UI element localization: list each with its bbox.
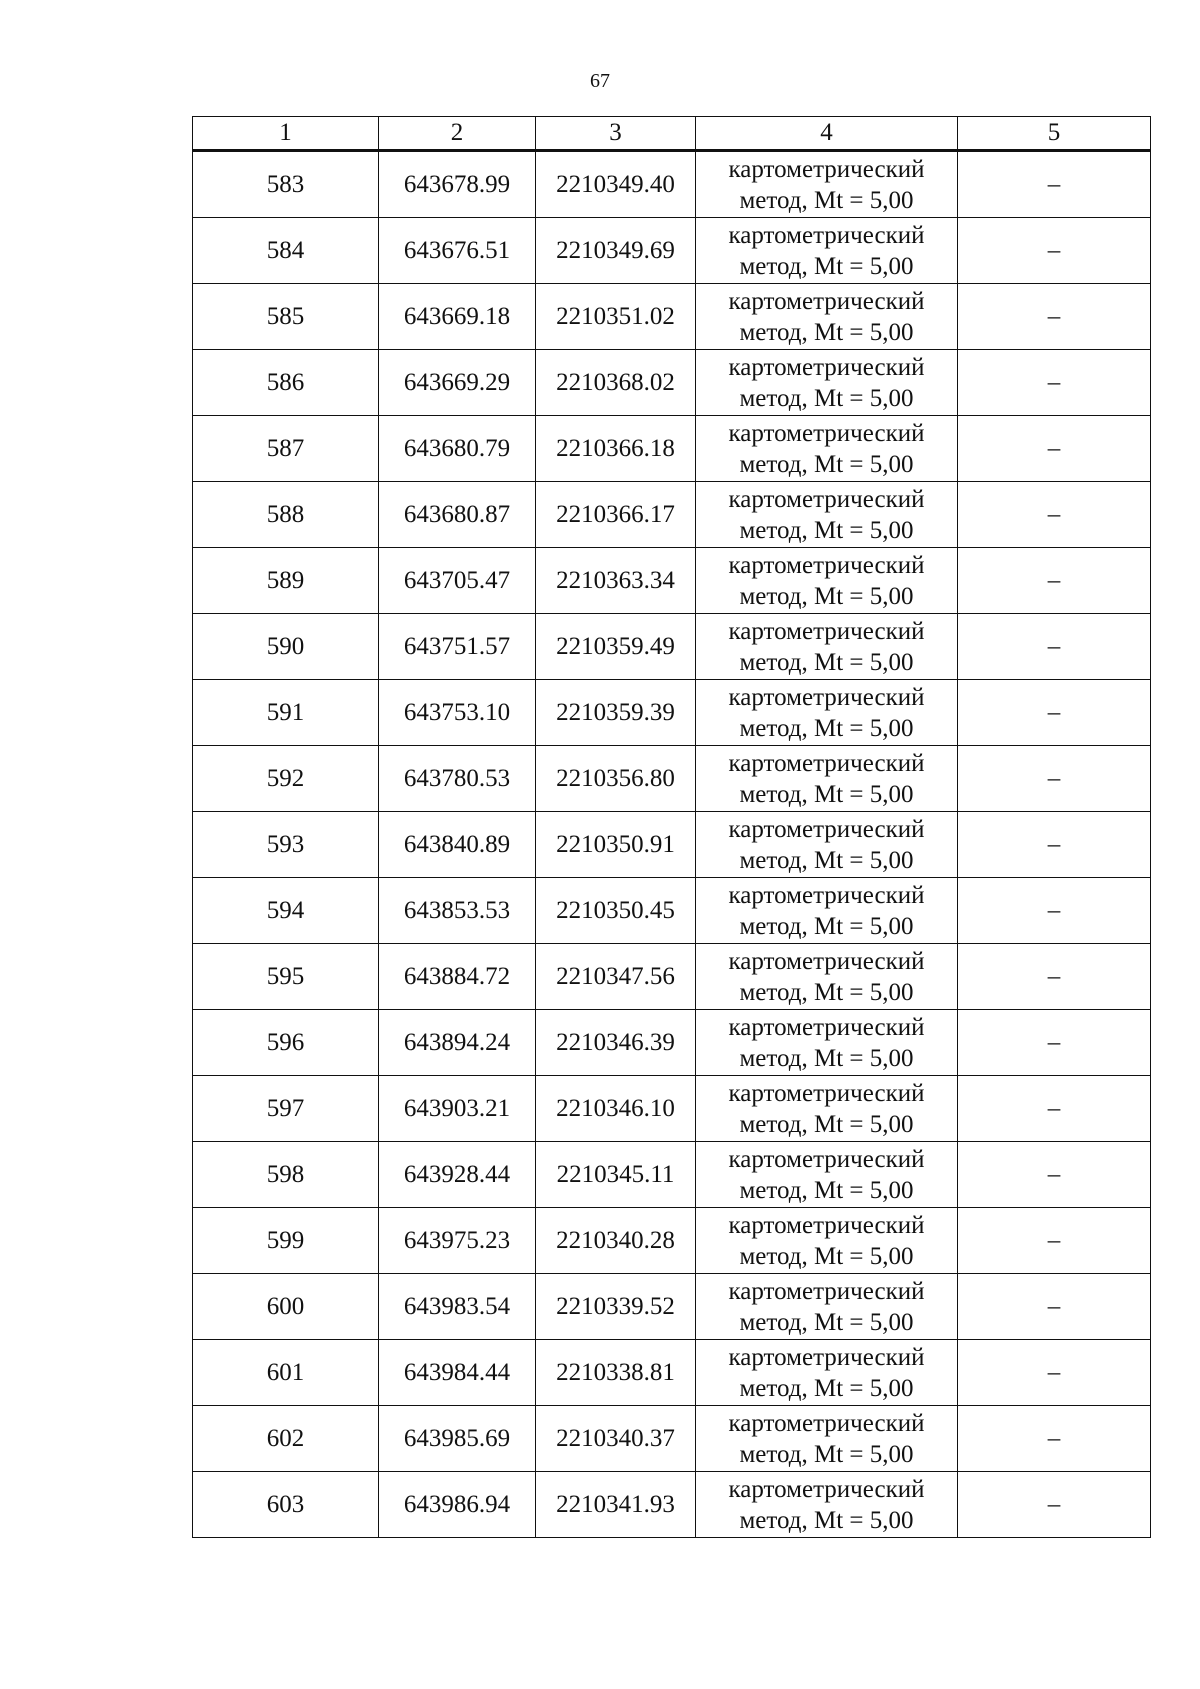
note-cell: – [958,416,1151,482]
coordinates-table [192,116,1151,1538]
point-number-cell: 593 [193,812,379,878]
method-line-1: картометрический [728,221,925,249]
method-line-2: метод, Mt = 5,00 [739,1308,914,1336]
method-line-2: метод, Mt = 5,00 [739,582,914,610]
header-row [193,117,1151,151]
note-cell: – [958,482,1151,548]
method-line-2: метод, Mt = 5,00 [739,1506,914,1534]
point-number-cell: 583 [193,151,379,218]
x-coordinate-cell: 643853.53 [379,878,536,944]
note-cell: – [958,1274,1151,1340]
method-line-2: метод, Mt = 5,00 [739,1110,914,1138]
method-line-1: картометрический [728,485,925,513]
method-line-2: метод, Mt = 5,00 [739,912,914,940]
method-cell [696,548,958,614]
note-cell: – [958,151,1151,218]
method-line-2: метод, Mt = 5,00 [739,1176,914,1204]
y-coordinate-cell: 2210366.18 [536,416,696,482]
note-cell: – [958,1076,1151,1142]
y-coordinate-cell: 2210338.81 [536,1340,696,1406]
method-cell [696,1406,958,1472]
point-number-cell: 594 [193,878,379,944]
point-number-cell: 595 [193,944,379,1010]
method-cell [696,1208,958,1274]
x-coordinate-cell: 643985.69 [379,1406,536,1472]
table-row [193,878,1151,944]
point-number-cell: 601 [193,1340,379,1406]
point-number-cell: 589 [193,548,379,614]
x-coordinate-cell: 643669.18 [379,284,536,350]
point-number-cell: 602 [193,1406,379,1472]
method-cell [696,1472,958,1538]
y-coordinate-cell: 2210349.69 [536,218,696,284]
note-cell: – [958,1340,1151,1406]
method-cell [696,746,958,812]
x-coordinate-cell: 643903.21 [379,1076,536,1142]
point-number-cell: 598 [193,1142,379,1208]
table-row [193,482,1151,548]
table-row [193,416,1151,482]
x-coordinate-cell: 643986.94 [379,1472,536,1538]
table-row [193,1472,1151,1538]
point-number-cell: 599 [193,1208,379,1274]
x-coordinate-cell: 643751.57 [379,614,536,680]
table-body [193,151,1151,1538]
method-cell [696,614,958,680]
method-cell [696,1010,958,1076]
y-coordinate-cell: 2210346.39 [536,1010,696,1076]
page-number: 67 [590,70,610,92]
y-coordinate-cell: 2210340.28 [536,1208,696,1274]
point-number-cell: 600 [193,1274,379,1340]
point-number-cell: 597 [193,1076,379,1142]
method-line-2: метод, Mt = 5,00 [739,252,914,280]
x-coordinate-cell: 643975.23 [379,1208,536,1274]
table-row [193,1142,1151,1208]
x-coordinate-cell: 643678.99 [379,151,536,218]
header-cell-2: 2 [379,117,536,151]
note-cell: – [958,878,1151,944]
method-cell [696,482,958,548]
y-coordinate-cell: 2210363.34 [536,548,696,614]
method-line-1: картометрический [728,1475,925,1503]
y-coordinate-cell: 2210341.93 [536,1472,696,1538]
y-coordinate-cell: 2210347.56 [536,944,696,1010]
x-coordinate-cell: 643680.79 [379,416,536,482]
note-cell: – [958,680,1151,746]
table-row [193,218,1151,284]
x-coordinate-cell: 643669.29 [379,350,536,416]
y-coordinate-cell: 2210339.52 [536,1274,696,1340]
method-line-2: метод, Mt = 5,00 [739,714,914,742]
method-line-1: картометрический [728,1277,925,1305]
method-line-1: картометрический [728,749,925,777]
table-row [193,1274,1151,1340]
y-coordinate-cell: 2210368.02 [536,350,696,416]
x-coordinate-cell: 643705.47 [379,548,536,614]
table-row [193,614,1151,680]
y-coordinate-cell: 2210356.80 [536,746,696,812]
note-cell: – [958,614,1151,680]
y-coordinate-cell: 2210345.11 [536,1142,696,1208]
method-line-2: метод, Mt = 5,00 [739,1374,914,1402]
method-cell [696,1076,958,1142]
table-row [193,944,1151,1010]
y-coordinate-cell: 2210359.39 [536,680,696,746]
x-coordinate-cell: 643984.44 [379,1340,536,1406]
point-number-cell: 591 [193,680,379,746]
method-cell [696,680,958,746]
method-line-1: картометрический [728,1145,925,1173]
method-line-1: картометрический [728,353,925,381]
point-number-cell: 603 [193,1472,379,1538]
point-number-cell: 586 [193,350,379,416]
method-line-2: метод, Mt = 5,00 [739,450,914,478]
method-cell [696,218,958,284]
y-coordinate-cell: 2210346.10 [536,1076,696,1142]
table-row [193,548,1151,614]
note-cell: – [958,1208,1151,1274]
table-row [193,812,1151,878]
x-coordinate-cell: 643676.51 [379,218,536,284]
note-cell: – [958,350,1151,416]
method-line-2: метод, Mt = 5,00 [739,516,914,544]
header-cell-4: 4 [696,117,958,151]
method-line-1: картометрический [728,1211,925,1239]
method-line-2: метод, Mt = 5,00 [739,318,914,346]
note-cell: – [958,812,1151,878]
table-row [193,350,1151,416]
table-row [193,151,1151,218]
table-row [193,680,1151,746]
table-row [193,1406,1151,1472]
x-coordinate-cell: 643983.54 [379,1274,536,1340]
method-line-1: картометрический [728,683,925,711]
header-cell-5: 5 [958,117,1151,151]
table-row [193,1076,1151,1142]
y-coordinate-cell: 2210350.45 [536,878,696,944]
x-coordinate-cell: 643780.53 [379,746,536,812]
method-line-1: картометрический [728,1079,925,1107]
method-cell [696,416,958,482]
x-coordinate-cell: 643894.24 [379,1010,536,1076]
note-cell: – [958,1406,1151,1472]
y-coordinate-cell: 2210340.37 [536,1406,696,1472]
method-cell [696,878,958,944]
method-line-1: картометрический [728,287,925,315]
point-number-cell: 587 [193,416,379,482]
header-cell-3: 3 [536,117,696,151]
point-number-cell: 584 [193,218,379,284]
method-line-2: метод, Mt = 5,00 [739,186,914,214]
method-line-1: картометрический [728,881,925,909]
note-cell: – [958,1010,1151,1076]
point-number-cell: 585 [193,284,379,350]
y-coordinate-cell: 2210359.49 [536,614,696,680]
point-number-cell: 588 [193,482,379,548]
method-line-2: метод, Mt = 5,00 [739,1440,914,1468]
header-cell-1: 1 [193,117,379,151]
method-line-2: метод, Mt = 5,00 [739,780,914,808]
note-cell: – [958,1142,1151,1208]
note-cell: – [958,1472,1151,1538]
method-line-1: картометрический [728,947,925,975]
method-line-2: метод, Mt = 5,00 [739,1242,914,1270]
x-coordinate-cell: 643680.87 [379,482,536,548]
method-line-1: картометрический [728,419,925,447]
method-cell [696,350,958,416]
y-coordinate-cell: 2210351.02 [536,284,696,350]
method-cell [696,1274,958,1340]
method-line-2: метод, Mt = 5,00 [739,846,914,874]
y-coordinate-cell: 2210350.91 [536,812,696,878]
y-coordinate-cell: 2210366.17 [536,482,696,548]
point-number-cell: 592 [193,746,379,812]
method-line-1: картометрический [728,617,925,645]
method-line-2: метод, Mt = 5,00 [739,1044,914,1072]
x-coordinate-cell: 643884.72 [379,944,536,1010]
x-coordinate-cell: 643928.44 [379,1142,536,1208]
point-number-cell: 596 [193,1010,379,1076]
method-line-1: картометрический [728,155,925,183]
y-coordinate-cell: 2210349.40 [536,151,696,218]
note-cell: – [958,746,1151,812]
table-row [193,1340,1151,1406]
method-line-1: картометрический [728,1013,925,1041]
method-cell [696,151,958,218]
x-coordinate-cell: 643840.89 [379,812,536,878]
method-cell [696,812,958,878]
note-cell: – [958,218,1151,284]
note-cell: – [958,944,1151,1010]
method-line-1: картометрический [728,1343,925,1371]
point-number-cell: 590 [193,614,379,680]
method-line-1: картометрический [728,551,925,579]
note-cell: – [958,284,1151,350]
method-line-2: метод, Mt = 5,00 [739,978,914,1006]
method-line-1: картометрический [728,815,925,843]
note-cell: – [958,548,1151,614]
x-coordinate-cell: 643753.10 [379,680,536,746]
method-line-2: метод, Mt = 5,00 [739,384,914,412]
table-row [193,284,1151,350]
table-row [193,1010,1151,1076]
method-cell [696,1142,958,1208]
method-cell [696,284,958,350]
table-row [193,1208,1151,1274]
method-cell [696,1340,958,1406]
table-row [193,746,1151,812]
method-cell [696,944,958,1010]
method-line-2: метод, Mt = 5,00 [739,648,914,676]
method-line-1: картометрический [728,1409,925,1437]
